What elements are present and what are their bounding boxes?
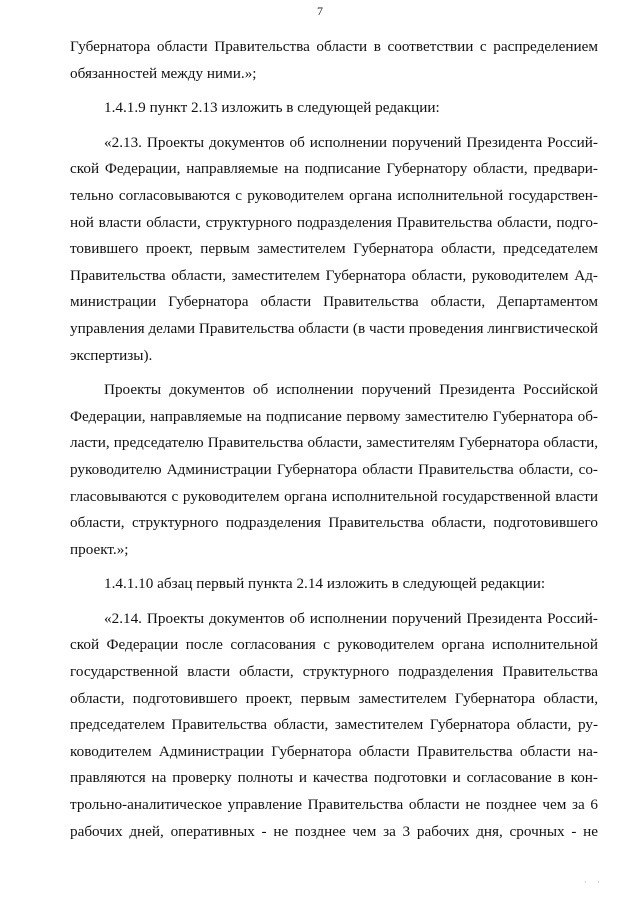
paragraph-clause-2-13-second [70,377,598,563]
text-line: области, структурного подразделения Правительства области, подготовившего [70,514,598,532]
text-line: гласовываются с руководителем органа исполнительной государственной власти [70,487,598,505]
text-line: ской Федерации после согласования с руководителем органа исполнительной [70,636,598,654]
text-line: товившего проект, первым заместителем Губернатора области, председателем [70,240,598,258]
page-number: 7 [317,4,323,18]
text-line: рабочих дней, оперативных - не позднее чем за 3 рабочих дня, срочных - не [70,822,598,840]
paragraph-continuation [70,34,598,87]
text-line: управления делами Правительства области (в части проведения лингвистической [70,319,598,337]
text-line: 1.4.1.9 пункт 2.13 изложить в следующей редакции: [104,99,440,117]
text-line: Правительства области, заместителем Губернатора области, руководителем Ад- [70,266,598,284]
text-line: тельно согласовываются с руководителем органа исполнительной государствен- [70,186,598,204]
text-line: экспертизы). [70,346,153,364]
text-line: 1.4.1.10 абзац первый пункта 2.14 изложить в следующей редакции: [104,575,546,593]
text-line: Губернатора области Правительства области в соответствии с распределением [70,38,598,55]
text-line: трольно-аналитическое управление Правительства области не позднее чем за 6 [70,796,598,814]
text-line: ководителем Администрации Губернатора области Правительства области на- [70,742,598,760]
text-line: Федерации, направляемые на подписание первому заместителю Губернатора об- [70,407,598,425]
text-line: ласти, председателю Правительства области, заместителям Губернатора области, [70,434,598,452]
paragraph-clause-2-13 [70,130,598,369]
text-line: «2.13. Проекты документов об исполнении поручений Президента Россий- [104,133,598,151]
text-line: ной власти области, структурного подразделения Правительства области, подго- [70,213,598,231]
paragraph-clause-2-14 [70,606,598,845]
text-line: руководителю Администрации Губернатора области Правительства области, со- [70,460,598,478]
text-line: области, подготовившего проект, первым заместителем Губернатора области, [70,689,598,707]
text-line: обязанностей между ними.»; [70,64,257,82]
document-body [70,34,598,845]
text-line: правляются на проверку полноты и качества подготовки и согласование в кон- [70,769,598,787]
text-line: проект.»; [70,540,129,558]
text-line: Проекты документов об исполнении поручений Президента Российской [104,381,598,399]
paragraph-amendment-1-4-1-9 [70,95,598,122]
text-line: государственной власти области, структурного подразделения Правительства [70,663,598,681]
text-line: «2.14. Проекты документов об исполнении поручений Президента Россий- [104,609,598,627]
text-line: ской Федерации, направляемые на подписание Губернатору области, предвари- [70,160,598,178]
scan-artifact: · · [583,877,604,887]
paragraph-amendment-1-4-1-10 [70,571,598,598]
text-line: министрации Губернатора области Правительства области, Департаментом [70,293,598,311]
text-line: председателем Правительства области, заместителем Губернатора области, ру- [70,716,598,734]
